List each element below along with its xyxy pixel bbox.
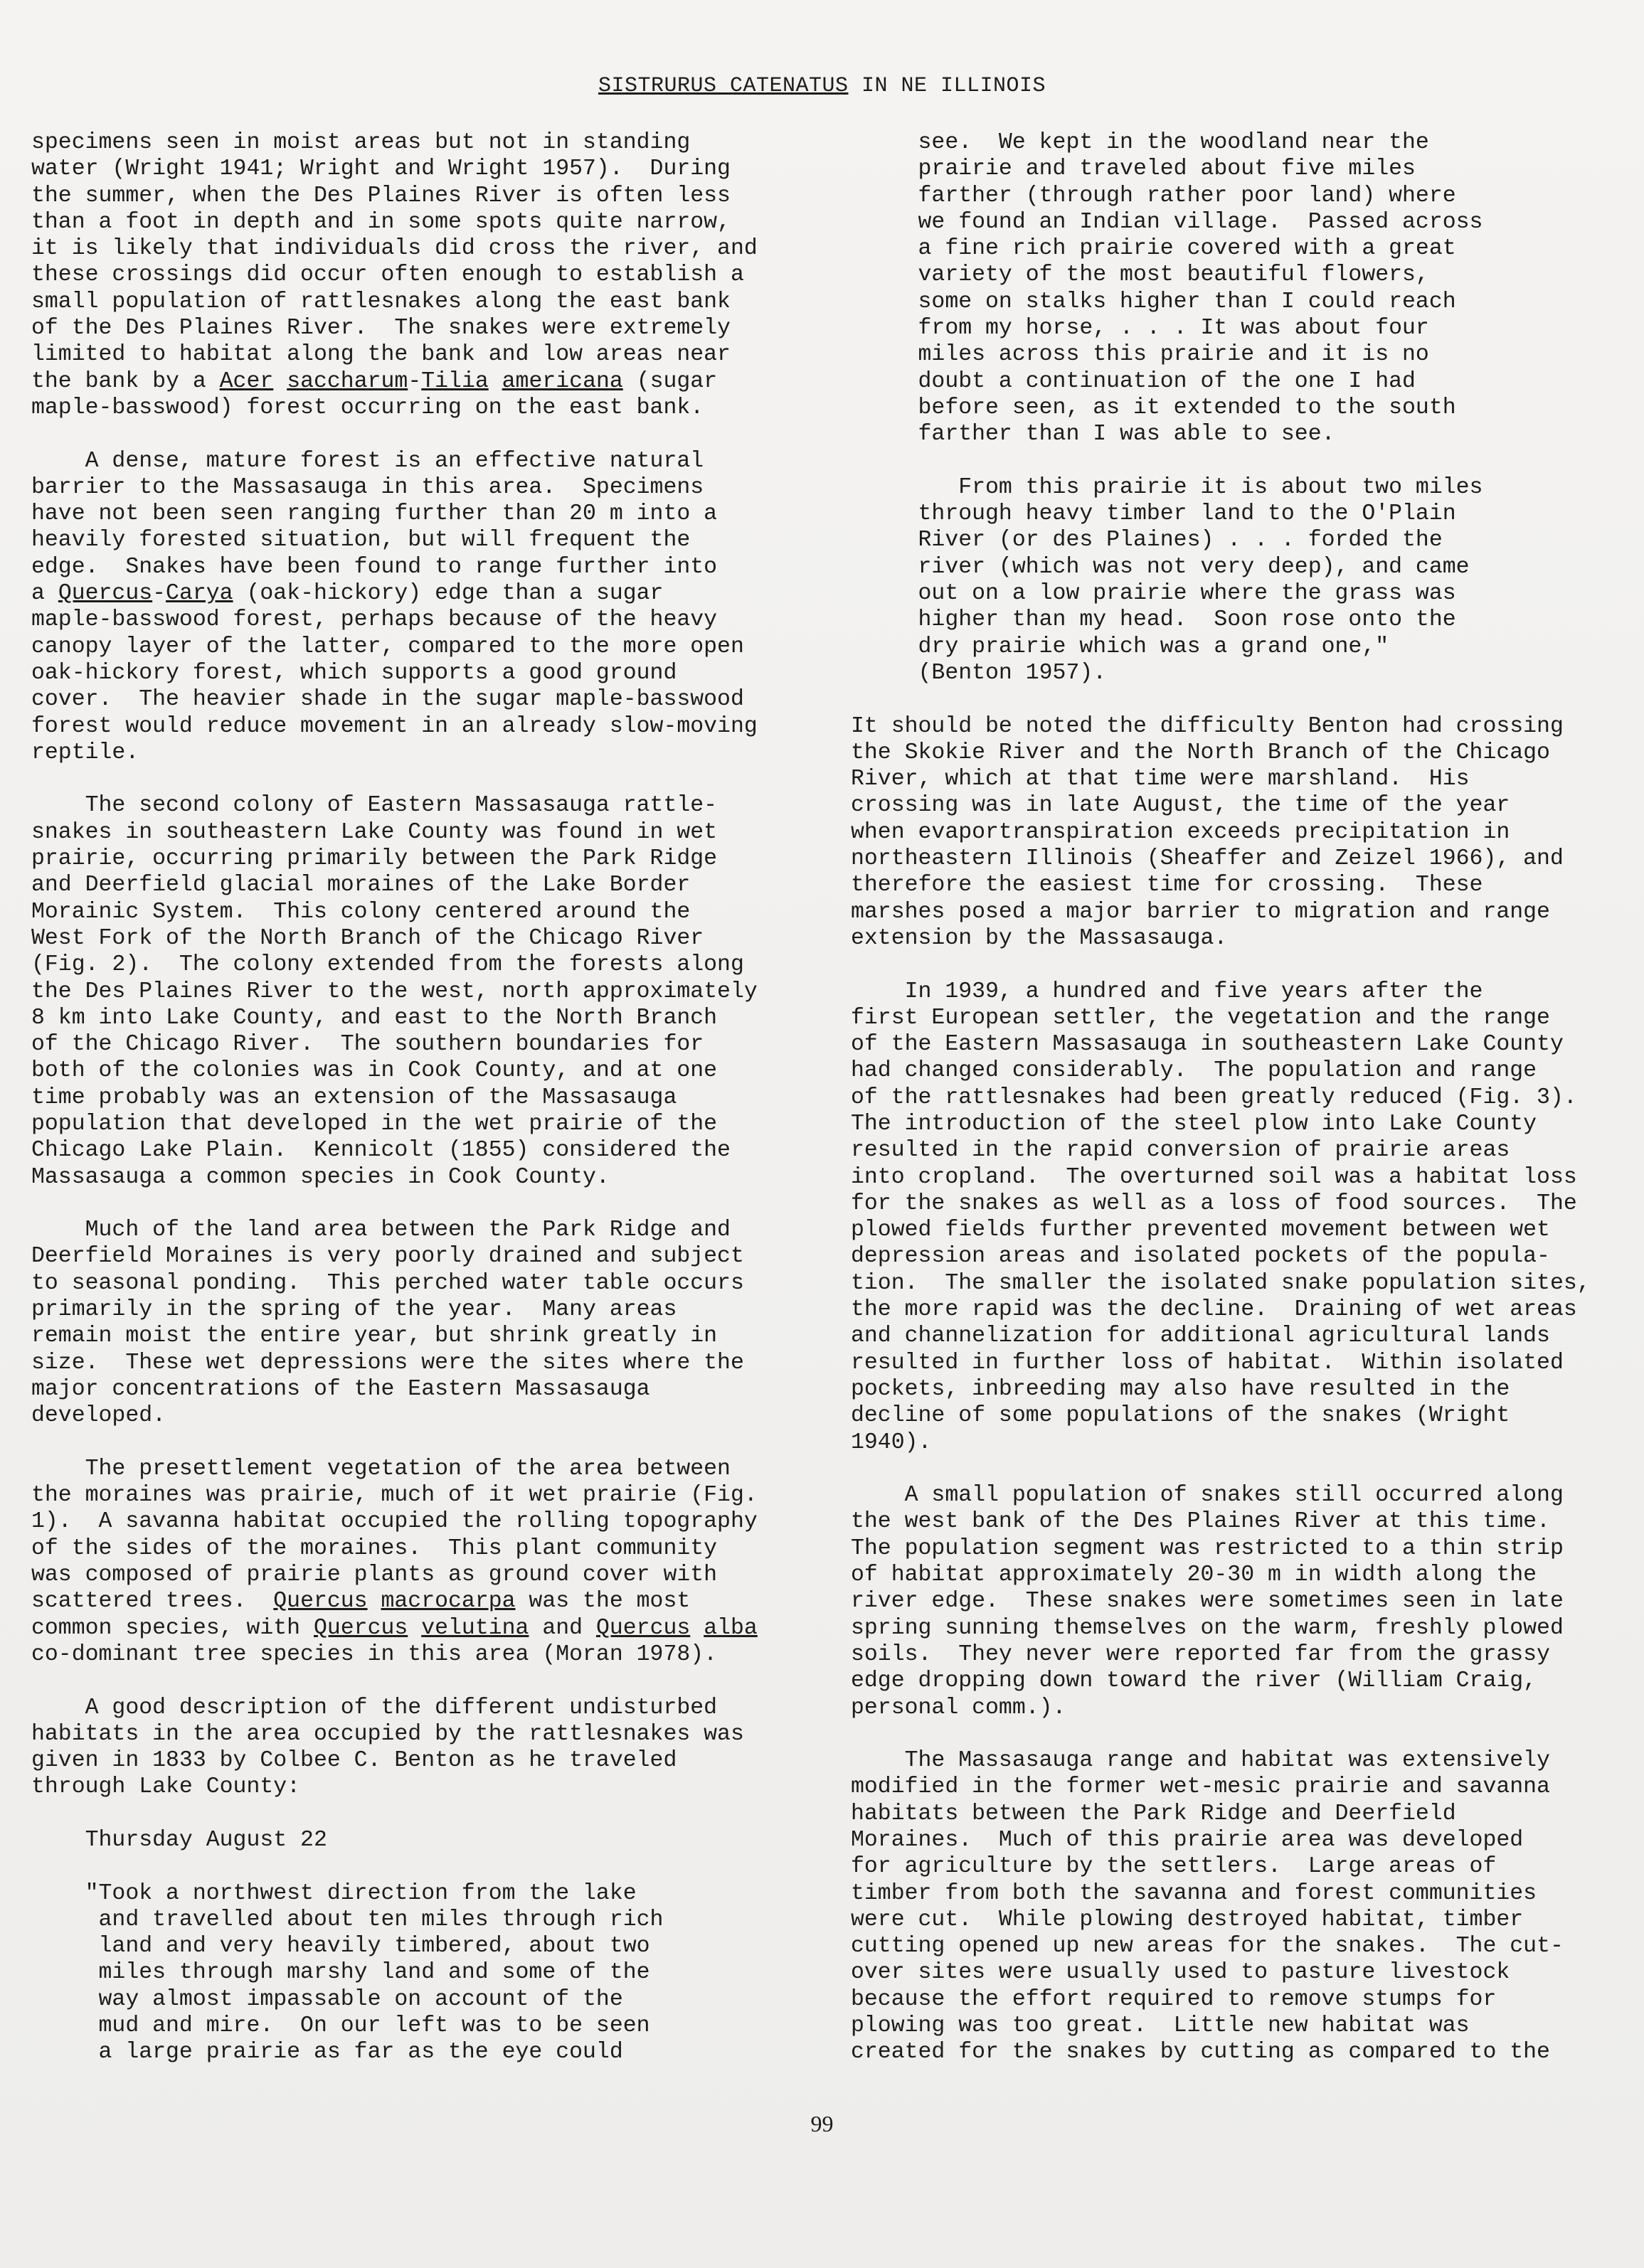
text-line: the moraines was prairie, much of it wet prairie (Fig. [31, 1483, 758, 1508]
text-line: soils. They never were reported far from the grassy [851, 1641, 1550, 1667]
scientific-name: velutina [421, 1615, 529, 1641]
text-line: water (Wright 1941; Wright and Wright 1957). During [31, 156, 731, 182]
text-line: size. These wet depressions were the sites where the [31, 1350, 744, 1375]
scientific-name: saccharum [287, 368, 408, 394]
text-line: Massasauga a common species in Cook County. [31, 1164, 610, 1190]
text-line: for the snakes as well as a loss of food sources. The [851, 1191, 1577, 1216]
text-line: and Deerfield glacial moraines of the Lake Border [31, 873, 691, 898]
header-species-name: SISTRURUS CATENATUS [598, 74, 849, 98]
text-line: (Fig. 2). The colony extended from the forests along [31, 952, 744, 978]
text-line: Morainic System. This colony centered around the [31, 899, 691, 925]
text-line: "Took a northwest direction from the lake [31, 1880, 637, 1906]
text-line: A small population of snakes still occurred along [851, 1483, 1564, 1508]
text-line: prairie, occurring primarily between the Park Ridge [31, 846, 718, 872]
text-line: out on a low prairie where the grass was [851, 581, 1456, 607]
text-line: edge dropping down toward the river (William Craig, [851, 1668, 1537, 1694]
text-line: specimens seen in moist areas but not in standing [31, 130, 691, 155]
text-line: limited to habitat along the bank and low areas near [31, 342, 731, 368]
scientific-name: macrocarpa [381, 1589, 516, 1614]
text-line: of the Eastern Massasauga in southeastern Lake County [851, 1032, 1564, 1058]
text-line: (Benton 1957). [851, 660, 1107, 686]
text-line: decline of some populations of the snakes (Wright [851, 1403, 1510, 1429]
text-line: a large prairie as far as the eye could [31, 2040, 623, 2065]
scientific-name: Quercus [595, 1615, 691, 1641]
text-line: created for the snakes by cutting as compared to the [851, 2040, 1550, 2065]
text-line: The presettlement vegetation of the area between [31, 1456, 731, 1481]
text-line: therefore the easiest time for crossing. These [851, 873, 1483, 898]
scientific-name: americana [502, 368, 623, 394]
text-line: A dense, mature forest is an effective natural [31, 448, 704, 474]
text-line: before seen, as it extended to the south [851, 395, 1456, 420]
paragraph-gap [851, 1721, 1619, 1747]
header-location: IN NE ILLINOIS [848, 74, 1046, 98]
text-line: miles across this prairie and it is no [851, 342, 1429, 368]
text-line: mud and mire. On our left was to be seen [31, 2013, 650, 2039]
text-line: maple-basswood forest, perhaps because of the heavy [31, 607, 718, 633]
text-line: snakes in southeastern Lake County was found in wet [31, 819, 718, 845]
text-line: dry prairie which was a grand one," [851, 634, 1389, 659]
scientific-name: Quercus [313, 1615, 408, 1641]
text-line: The introduction of the steel plow into Lake County [851, 1111, 1537, 1136]
text-line: major concentrations of the Eastern Massasauga [31, 1376, 650, 1402]
scientific-name: Quercus [273, 1589, 368, 1614]
right-text-column [851, 129, 1619, 2066]
text-line: time probably was an extension of the Massasauga [31, 1085, 677, 1110]
text-line: tion. The smaller the isolated snake population sites, [851, 1270, 1591, 1296]
text-line: we found an Indian village. Passed across [851, 209, 1483, 235]
text-line: both of the colonies was in Cook County, and at one [31, 1058, 718, 1084]
text-line: From this prairie it is about two miles [851, 474, 1483, 500]
text-line: miles through marshy land and some of the [31, 1960, 650, 1986]
text-line: through heavy timber land to the O'Plain [851, 501, 1456, 527]
text-line: of the sides of the moraines. This plant community [31, 1535, 718, 1561]
text-line: given in 1833 by Colbee C. Benton as he traveled [31, 1748, 677, 1774]
text-line: river edge. These snakes were sometimes seen in late [851, 1589, 1564, 1614]
paragraph-gap [851, 448, 1619, 474]
paragraph-gap [851, 952, 1619, 978]
text-line: maple-basswood) forest occurring on the east bank. [31, 395, 704, 420]
text-line: and channelization for additional agricultural lands [851, 1324, 1550, 1349]
text-line: developed. [31, 1403, 166, 1429]
text-line: river (which was not very deep), and came [851, 554, 1470, 580]
text-line: farther (through rather poor land) where [851, 183, 1456, 208]
text-line: the summer, when the Des Plaines River is often less [31, 183, 731, 208]
text-line: through Lake County: [31, 1774, 301, 1800]
paragraph-gap [31, 1853, 800, 1880]
text-line: a fine rich prairie covered with a great [851, 236, 1456, 262]
text-line: pockets, inbreeding may also have resulted in the [851, 1376, 1510, 1402]
text-line: 1940). [851, 1430, 932, 1455]
text-line: have not been seen ranging further than 20 m into a [31, 501, 718, 527]
text-line: Thursday August 22 [31, 1828, 327, 1853]
text-line: extension by the Massasauga. [851, 925, 1228, 951]
text-line: co-dominant tree species in this area (Moran 1978). [31, 1641, 718, 1667]
text-line: first European settler, the vegetation and the range [851, 1005, 1550, 1031]
text-line: some on stalks higher than I could reach [851, 289, 1456, 314]
scientific-name: Tilia [421, 368, 489, 394]
text-line: because the effort required to remove stumps for [851, 1986, 1497, 2012]
text-line: population that developed in the wet prairie of the [31, 1111, 718, 1136]
text-line: It should be noted the difficulty Benton had crossing [851, 713, 1564, 739]
text-line: plowed fields further prevented movement between wet [851, 1218, 1550, 1243]
scientific-name: Carya [166, 581, 233, 607]
text-line: barrier to the Massasauga in this area. Specimens [31, 474, 704, 500]
text-line: River, which at that time were marshland. His [851, 767, 1470, 792]
text-line: of the Chicago River. The southern boundaries for [31, 1032, 704, 1058]
paragraph-gap [31, 766, 800, 792]
text-line: habitats in the area occupied by the rattlesnakes was [31, 1721, 744, 1747]
text-line: reptile. [31, 740, 139, 765]
text-line: a Quercus-Carya (oak-hickory) edge than a sugar [31, 581, 664, 607]
text-line: farther than I was able to see. [851, 422, 1335, 447]
text-line: higher than my head. Soon rose onto the [851, 607, 1456, 633]
text-line: variety of the most beautiful flowers, [851, 262, 1429, 288]
text-line: common species, with Quercus velutina and Quercus alba [31, 1615, 758, 1641]
text-line: crossing was in late August, the time of the year [851, 793, 1510, 819]
text-line: of the rattlesnakes had been greatly reduced (Fig. 3). [851, 1085, 1577, 1110]
running-header [0, 74, 1644, 98]
text-line: primarily in the spring of the year. Many areas [31, 1297, 677, 1323]
text-line: In 1939, a hundred and five years after the [851, 979, 1483, 1004]
text-line: 8 km into Lake County, and east to the North Branch [31, 1005, 718, 1031]
text-line: Much of the land area between the Park Ridge and [31, 1218, 731, 1243]
text-line: the bank by a Acer saccharum-Tilia americana (sugar [31, 368, 718, 394]
text-line: the west bank of the Des Plaines River at this time. [851, 1509, 1550, 1535]
text-line: oak-hickory forest, which supports a good ground [31, 660, 677, 686]
text-line: small population of rattlesnakes along the east bank [31, 289, 731, 314]
text-line: resulted in the rapid conversion of prairie areas [851, 1138, 1510, 1164]
text-line: were cut. While plowing destroyed habitat, timber [851, 1907, 1524, 1932]
text-line: land and very heavily timbered, about two [31, 1934, 650, 1959]
text-line: the Des Plaines River to the west, north approximately [31, 979, 758, 1004]
paragraph-gap [851, 1456, 1619, 1482]
text-line: the more rapid was the decline. Draining of wet areas [851, 1297, 1577, 1323]
paragraph-gap [31, 1191, 800, 1217]
scientific-name: Quercus [58, 581, 153, 607]
text-line: habitats between the Park Ridge and Deerfield [851, 1801, 1456, 1826]
text-line: A good description of the different undisturbed [31, 1695, 718, 1720]
text-line: remain moist the entire year, but shrink greatly in [31, 1324, 718, 1349]
text-line: for agriculture by the settlers. Large areas of [851, 1854, 1497, 1880]
text-line: northeastern Illinois (Sheaffer and Zeizel 1966), and [851, 846, 1564, 872]
page-number: 99 [810, 2111, 834, 2136]
text-line: and travelled about ten miles through rich [31, 1907, 664, 1932]
text-line: depression areas and isolated pockets of the popula- [851, 1244, 1550, 1269]
text-line: had changed considerably. The population and range [851, 1058, 1537, 1084]
text-line: edge. Snakes have been found to range further into [31, 554, 718, 580]
text-line: resulted in further loss of habitat. Within isolated [851, 1350, 1564, 1375]
scientific-name: Acer [219, 368, 274, 394]
text-line: spring sunning themselves on the warm, freshly plowed [851, 1615, 1564, 1641]
text-line: Deerfield Moraines is very poorly drained and subject [31, 1244, 744, 1269]
paragraph-gap [31, 421, 800, 447]
paragraph-gap [31, 1668, 800, 1694]
text-line: was composed of prairie plants as ground cover with [31, 1562, 718, 1588]
text-line: the Skokie River and the North Branch of the Chicago [851, 740, 1550, 765]
text-line: personal comm.). [851, 1695, 1066, 1720]
text-line: marshes posed a major barrier to migration and range [851, 899, 1550, 925]
paragraph-gap [851, 686, 1619, 713]
text-line: The second colony of Eastern Massasauga rattle- [31, 793, 718, 819]
text-line: timber from both the savanna and forest communities [851, 1880, 1537, 1906]
text-line: prairie and traveled about five miles [851, 156, 1416, 182]
text-line: to seasonal ponding. This perched water table occurs [31, 1270, 744, 1296]
text-line: cutting opened up new areas for the snakes. The cut- [851, 1934, 1564, 1959]
text-line: heavily forested situation, but will frequent the [31, 528, 691, 553]
left-text-column [31, 129, 800, 2066]
text-line: canopy layer of the latter, compared to the more open [31, 634, 744, 659]
text-line: it is likely that individuals did cross the river, and [31, 236, 758, 262]
text-line: 1). A savanna habitat occupied the rolling topography [31, 1509, 758, 1535]
text-line: see. We kept in the woodland near the [851, 130, 1429, 155]
scientific-name: alba [704, 1615, 758, 1641]
text-line: than a foot in depth and in some spots quite narrow, [31, 209, 731, 235]
text-line: The Massasauga range and habitat was extensively [851, 1748, 1550, 1774]
text-line: of habitat approximately 20-30 m in width along the [851, 1562, 1537, 1588]
text-line: The population segment was restricted to a thin strip [851, 1535, 1564, 1561]
text-line: West Fork of the North Branch of the Chicago River [31, 925, 704, 951]
text-line: of the Des Plaines River. The snakes were extremely [31, 316, 731, 341]
text-line: cover. The heavier shade in the sugar maple-basswood [31, 687, 744, 713]
text-line: over sites were usually used to pasture livestock [851, 1960, 1510, 1986]
text-line: River (or des Plaines) . . . forded the [851, 528, 1443, 553]
text-line: Moraines. Much of this prairie area was developed [851, 1828, 1524, 1853]
text-line: these crossings did occur often enough to establish a [31, 262, 744, 288]
text-line: from my horse, . . . It was about four [851, 316, 1429, 341]
paragraph-gap [31, 1801, 800, 1827]
text-line: when evaportranspiration exceeds precipitation in [851, 819, 1510, 845]
text-line: forest would reduce movement in an already slow-moving [31, 713, 758, 739]
text-line: doubt a continuation of the one I had [851, 368, 1416, 394]
text-line: into cropland. The overturned soil was a habitat loss [851, 1164, 1577, 1190]
text-line: scattered trees. Quercus macrocarpa was the most [31, 1589, 691, 1614]
paragraph-gap [31, 1430, 800, 1456]
text-line: plowing was too great. Little new habitat was [851, 2013, 1470, 2039]
text-line: Chicago Lake Plain. Kennicolt (1855) considered the [31, 1138, 731, 1164]
text-line: way almost impassable on account of the [31, 1986, 623, 2012]
text-line: modified in the former wet-mesic prairie and savanna [851, 1774, 1550, 1800]
